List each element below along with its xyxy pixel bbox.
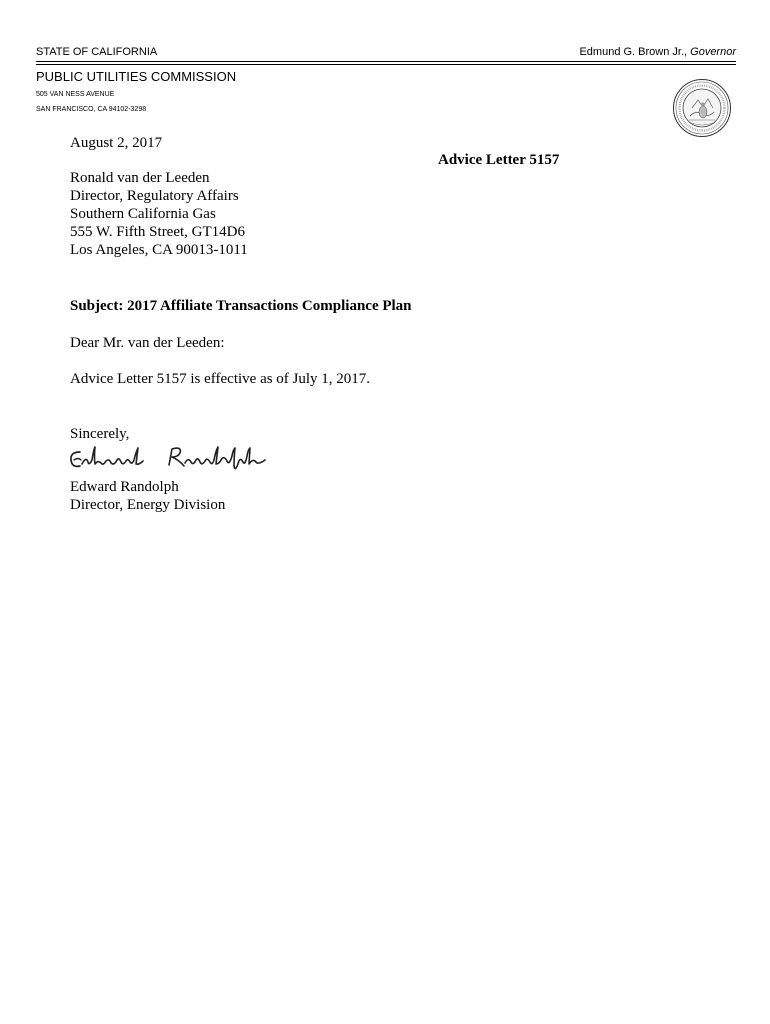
salutation: Dear Mr. van der Leeden:	[70, 335, 225, 351]
closing: Sincerely,	[70, 426, 130, 442]
state-seal-icon	[672, 78, 732, 138]
recipient-address-block	[70, 169, 248, 259]
recipient-name: Ronald van der Leeden	[70, 170, 210, 186]
agency-name: PUBLIC UTILITIES COMMISSION	[36, 69, 237, 84]
signer-title: Director, Energy Division	[70, 497, 226, 513]
header-rule-top	[36, 61, 736, 62]
signer-name: Edward Randolph	[70, 479, 179, 495]
header-rule-bottom	[36, 64, 736, 65]
governor-name: Edmund G. Brown Jr.,	[579, 46, 688, 58]
agency-address-street: 505 VAN NESS AVENUE	[36, 91, 115, 98]
recipient-company: Southern California Gas	[70, 206, 216, 222]
state-name: STATE OF CALIFORNIA	[36, 46, 158, 58]
signer-block	[70, 478, 225, 514]
subject-line: Subject: 2017 Affiliate Transactions Compliance Plan	[70, 298, 412, 314]
letter-body: Advice Letter 5157 is effective as of July 1, 2017.	[70, 371, 371, 387]
advice-letter-reference: Advice Letter 5157	[438, 152, 560, 168]
governor-line	[579, 46, 736, 59]
recipient-title: Director, Regulatory Affairs	[70, 188, 239, 204]
letter-date: August 2, 2017	[70, 135, 163, 151]
recipient-street: 555 W. Fifth Street, GT14D6	[70, 224, 245, 240]
handwritten-signature	[66, 442, 266, 474]
recipient-city: Los Angeles, CA 90013-1011	[70, 242, 248, 258]
governor-title: Governor	[690, 46, 736, 58]
agency-address-city: SAN FRANCISCO, CA 94102-3298	[36, 106, 147, 113]
